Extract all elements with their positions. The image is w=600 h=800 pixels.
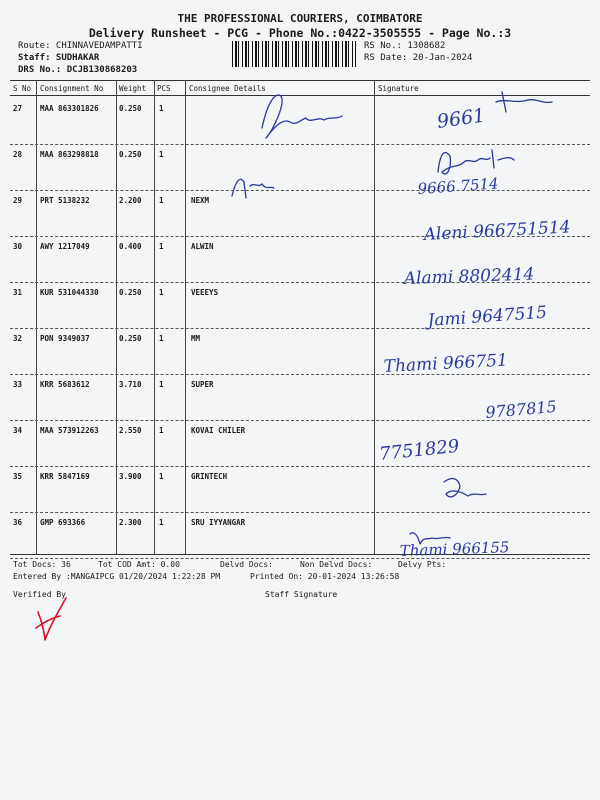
cell-pcs: 1	[159, 380, 164, 389]
cell-sno: 28	[13, 150, 23, 159]
cell-consignment-no: MAA 863298818	[40, 150, 99, 159]
cell-weight: 0.250	[119, 150, 142, 159]
cell-consignment-no: MAA 573912263	[40, 426, 99, 435]
cell-weight: 0.250	[119, 334, 142, 343]
col-consignment: Consignment No	[40, 84, 104, 93]
route-label: Route: CHINNAVEDAMPATTI	[18, 41, 143, 51]
handwritten-note: 9666 7514	[417, 174, 500, 198]
cell-weight: 3.710	[119, 380, 142, 389]
cell-sno: 29	[13, 196, 23, 205]
cell-weight: 3.900	[119, 472, 142, 481]
handwritten-note: 9661	[435, 104, 487, 133]
cell-consignment-no: PRT 5138232	[40, 196, 90, 205]
entered-by: Entered By :MANGAIPCG 01/20/2024 1:22:28 PM	[13, 572, 221, 581]
cell-sno: 34	[13, 426, 23, 435]
cell-pcs: 1	[159, 242, 164, 251]
cell-consignee: NEXM	[191, 196, 210, 205]
cell-sno: 31	[13, 288, 23, 297]
cell-pcs: 1	[159, 518, 164, 527]
rs-number: RS No.: 1308682	[364, 41, 446, 51]
cell-pcs: 1	[159, 104, 164, 113]
non-delvd-docs: Non Delvd Docs:	[300, 560, 373, 569]
cell-consignment-no: PON 9349037	[40, 334, 90, 343]
handwritten-note: Thami 966751	[383, 350, 509, 377]
col-consignee: Consignee Details	[189, 84, 266, 93]
cell-weight: 2.300	[119, 518, 142, 527]
cell-weight: 0.250	[119, 288, 142, 297]
cell-consignment-no: KRR 5683612	[40, 380, 90, 389]
handwritten-note: Alami 8802414	[403, 264, 535, 289]
cell-pcs: 1	[159, 196, 164, 205]
staff-signature-label: Staff Signature	[265, 590, 338, 599]
cell-pcs: 1	[159, 334, 164, 343]
handwritten-note: Aleni 966751514	[423, 217, 571, 245]
tot-docs: Tot Docs: 36	[13, 560, 71, 569]
verified-by-label: Verified By	[13, 590, 66, 599]
handwritten-note: Thami 966155	[399, 538, 510, 560]
cell-consignee: MM	[191, 334, 201, 343]
cell-sno: 32	[13, 334, 23, 343]
cell-weight: 0.400	[119, 242, 142, 251]
tot-cod-amt: Tot COD Amt: 0.00	[98, 560, 180, 569]
delvd-docs: Delvd Docs:	[220, 560, 273, 569]
delvy-pts: Delvy Pts:	[398, 560, 447, 569]
cell-sno: 30	[13, 242, 23, 251]
cell-consignee: ALWIN	[191, 242, 214, 251]
rs-date: RS Date: 20-Jan-2024	[364, 53, 473, 63]
cell-pcs: 1	[159, 472, 164, 481]
cell-sno: 27	[13, 104, 23, 113]
signature-scribble	[444, 479, 486, 497]
signature-scribble	[496, 92, 552, 112]
company-title: THE PROFESSIONAL COURIERS, COIMBATORE	[177, 12, 423, 25]
staff-label: Staff: SUDHAKAR	[18, 53, 100, 63]
cell-weight: 0.250	[119, 104, 142, 113]
cell-sno: 36	[13, 518, 23, 527]
cell-weight: 2.550	[119, 426, 142, 435]
col-sno: S No	[13, 84, 32, 93]
cell-consignee: KOVAI CHILER	[191, 426, 246, 435]
cell-pcs: 1	[159, 426, 164, 435]
drs-number: DRS No.: DCJB130868203	[18, 65, 138, 75]
cell-consignee: SUPER	[191, 380, 214, 389]
cell-sno: 33	[13, 380, 23, 389]
signature-scribble	[232, 179, 274, 198]
cell-consignee: VEEEYS	[191, 288, 219, 297]
cell-consignee: GRINTECH	[191, 472, 228, 481]
col-weight: Weight	[119, 84, 147, 93]
runsheet-subtitle: Delivery Runsheet - PCG - Phone No.:0422-3505555 - Page No.:3	[88, 26, 512, 40]
handwritten-note: 7751829	[378, 435, 461, 465]
cell-consignee: SRU IYYANGAR	[191, 518, 246, 527]
printed-on: Printed On: 20-01-2024 13:26:58	[250, 572, 400, 581]
cell-pcs: 1	[159, 288, 164, 297]
cell-consignment-no: KRR 5847169	[40, 472, 90, 481]
col-signature: Signature	[378, 84, 419, 93]
signature-scribble	[438, 150, 514, 174]
cell-consignment-no: GMP 693366	[40, 518, 86, 527]
cell-consignment-no: KUR 531044330	[40, 288, 99, 297]
cell-consignment-no: AWY 1217049	[40, 242, 90, 251]
cell-pcs: 1	[159, 150, 164, 159]
cell-weight: 2.200	[119, 196, 142, 205]
col-pcs: PCS	[157, 84, 171, 93]
handwritten-note: 9787815	[484, 396, 558, 422]
signature-scribble	[262, 95, 342, 138]
cell-consignment-no: MAA 863301826	[40, 104, 99, 113]
handwritten-note: Jami 9647515	[426, 302, 548, 331]
cell-sno: 35	[13, 472, 23, 481]
